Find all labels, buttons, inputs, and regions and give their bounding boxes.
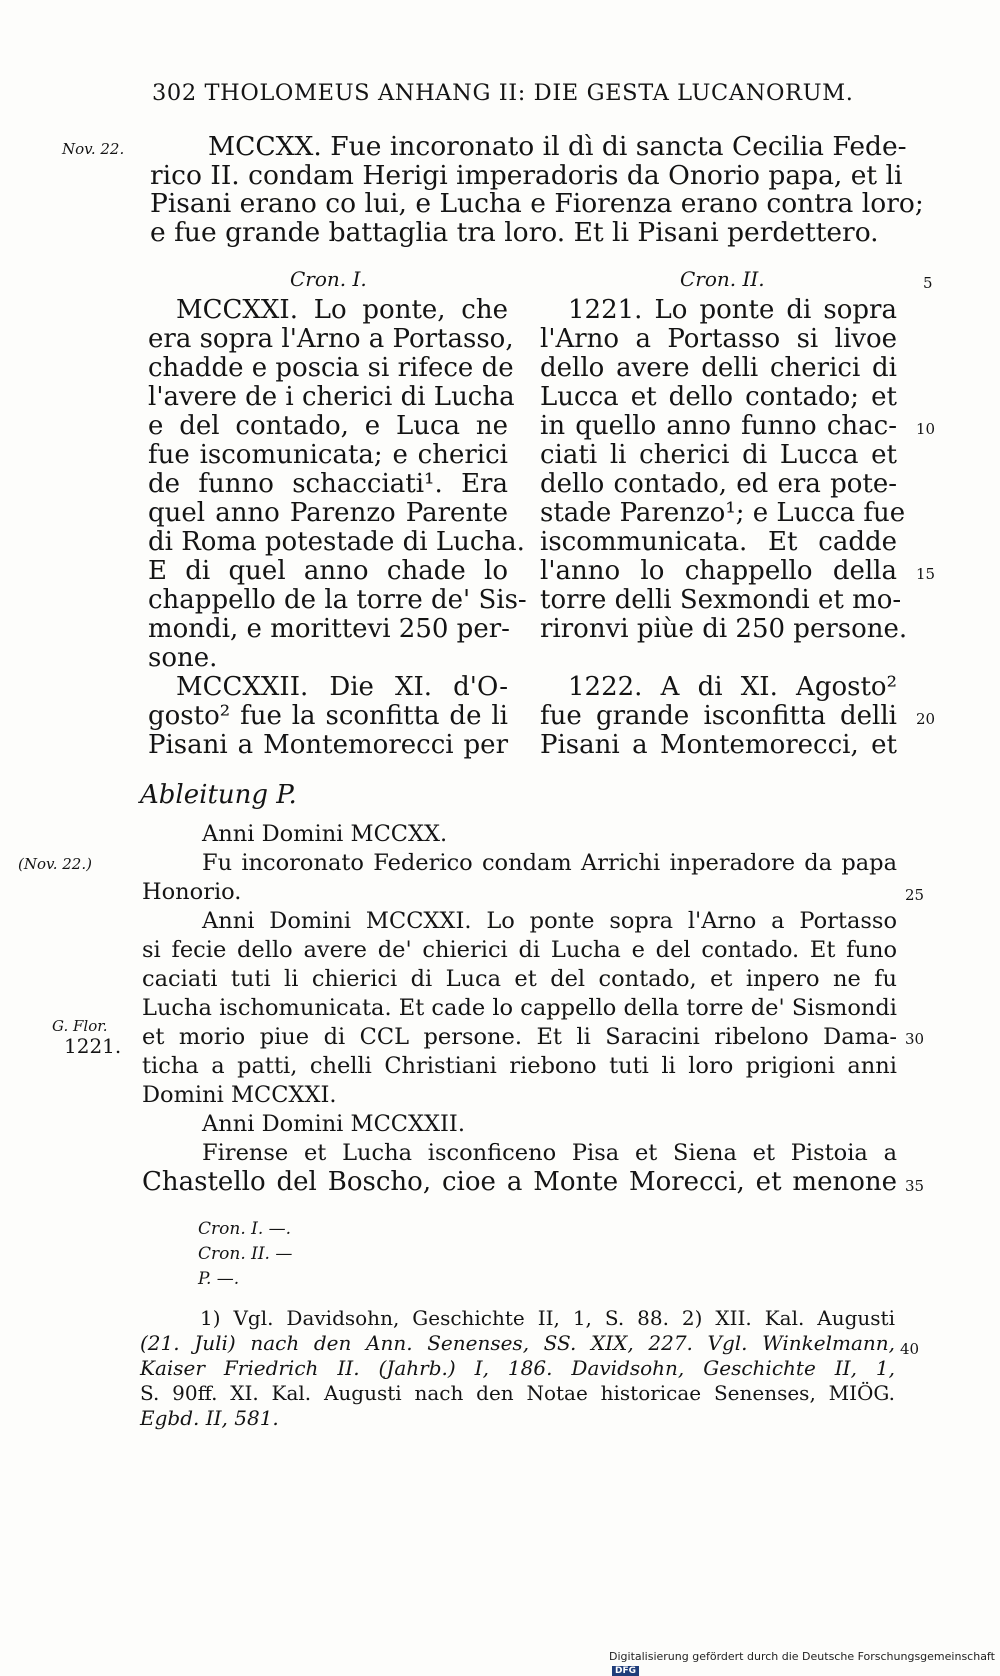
text-line: chadde e poscia si rifece de bbox=[148, 353, 514, 383]
text-line: Anni Domini MCCXXI. Lo ponte sopra l'Arno a Portasso bbox=[202, 908, 897, 934]
text-line: dello avere delli cherici di bbox=[540, 353, 897, 383]
footnotes bbox=[140, 1306, 895, 1431]
text-line: MCCXX. Fue incoronato il dì di sancta Cecilia Fede- bbox=[208, 131, 907, 162]
text-line: Pisani a Montemorecci per bbox=[148, 730, 508, 760]
margin-year-1221: 1221. bbox=[64, 1034, 122, 1058]
text-line: rico II. condam Herigi imperadoris da Onorio papa, et li bbox=[150, 159, 903, 191]
text-line: era sopra l'Arno a Portasso, bbox=[148, 324, 514, 354]
text-line: de funno schacciati¹. Era bbox=[148, 469, 508, 499]
sigla-line: Cron. I. —. bbox=[198, 1219, 292, 1239]
text-line: ticha a patti, chelli Christiani riebono tuti li loro prigioni anni bbox=[142, 1053, 897, 1079]
text-line: mondi, e morittevi 250 per- bbox=[148, 614, 510, 644]
text-line: Lucha ischomunicata. Et cade lo cappello della torre de' Sismondi bbox=[142, 995, 897, 1021]
sigla-line: Cron. II. — bbox=[198, 1244, 293, 1264]
text-line: Honorio. bbox=[142, 879, 242, 905]
sigla-line: P. —. bbox=[198, 1269, 240, 1289]
text-line: chappello de la torre de' Sis- bbox=[148, 585, 527, 615]
text-line: sone. bbox=[148, 643, 218, 673]
text-line: caciati tuti li chierici di Luca et del contado, et inpero ne fu bbox=[142, 966, 897, 992]
line-number: 35 bbox=[905, 1177, 925, 1195]
margin-date-nov22-paren: (Nov. 22.) bbox=[18, 855, 92, 873]
text-line: Anni Domini MCCXXII. bbox=[202, 1111, 465, 1137]
text-line: l'avere de i cherici di Lucha bbox=[148, 382, 515, 412]
line-number: 15 bbox=[916, 565, 936, 583]
text-line: Anni Domini MCCXX. bbox=[202, 821, 448, 847]
digitization-credit bbox=[609, 1650, 1000, 1676]
ableitung-p-text bbox=[142, 820, 897, 1197]
footnote-line: (21. Juli) nach den Ann. Senenses, SS. XIX, 227. Vgl. Winkelmann, bbox=[140, 1331, 895, 1355]
section-heading-ableitung: Ableitung P. bbox=[140, 780, 297, 810]
text-line: E di quel anno chade lo bbox=[148, 556, 508, 586]
text-line: di Roma potestade di Lucha. bbox=[148, 527, 525, 557]
text-line: ciati li cherici di Lucca et bbox=[540, 440, 897, 470]
text-line: Chastello del Boscho, cioe a Monte Morecci, et menone bbox=[142, 1167, 897, 1197]
credit-text: Digitalisierung gefördert durch die Deutsche Forschungsgemeinschaft bbox=[609, 1650, 995, 1663]
line-number: 5 bbox=[923, 274, 933, 292]
line-number: 10 bbox=[916, 420, 936, 438]
margin-gflor: G. Flor. bbox=[52, 1017, 108, 1035]
text-line: MCCXXII. Die XI. d'O- bbox=[176, 672, 508, 702]
text-line: in quello anno funno chac- bbox=[540, 411, 897, 441]
text-line: iscommunicata. Et cadde bbox=[540, 527, 897, 557]
text-line: 1221. Lo ponte di sopra bbox=[568, 295, 897, 325]
line-number: 25 bbox=[905, 886, 925, 904]
text-line: e fue grande battaglia tra loro. Et li Pisani perdettero. bbox=[150, 216, 879, 248]
text-line: Pisani erano co lui, e Lucha e Fiorenza erano contra loro; bbox=[150, 188, 924, 219]
text-line: Domini MCCXXI. bbox=[142, 1082, 337, 1108]
text-line: fue iscomunicata; e cherici bbox=[148, 440, 508, 470]
text-line: Firense et Lucha isconficeno Pisa et Siena et Pistoia a bbox=[202, 1140, 897, 1166]
text-line: Pisani a Montemorecci, et bbox=[540, 730, 897, 760]
text-line: MCCXXI. Lo ponte, che bbox=[176, 295, 508, 325]
text-line: et morio piue di CCL persone. Et li Saracini ribelono Dama- bbox=[142, 1024, 897, 1050]
footnote-line: 1) Vgl. Davidsohn, Geschichte II, 1, S. 88. 2) XII. Kal. Augusti bbox=[200, 1306, 895, 1330]
text-line: 1222. A di XI. Agosto² bbox=[568, 672, 897, 702]
text-line: gosto² fue la sconfitta de li bbox=[148, 701, 508, 731]
text-line: Lucca et dello contado; et bbox=[540, 382, 897, 412]
text-line: si fecie dello avere de' chierici di Lucha e del contado. Et funo bbox=[142, 937, 897, 963]
text-line: dello contado, ed era pote- bbox=[540, 469, 897, 499]
line-number: 20 bbox=[916, 710, 936, 728]
text-line: torre delli Sexmondi et mo- bbox=[540, 585, 902, 615]
text-line: rironvi piùe di 250 persone. bbox=[540, 614, 908, 644]
line-number: 30 bbox=[905, 1030, 925, 1048]
cron1-title: Cron. I. bbox=[290, 267, 367, 291]
spacer bbox=[540, 644, 897, 673]
cron2-title: Cron. II. bbox=[680, 267, 765, 291]
footnote-line: S. 90ff. XI. Kal. Augusti nach den Notae historicae Senenses, MIÖG. bbox=[140, 1381, 895, 1405]
text-line: stade Parenzo¹; e Lucca fue bbox=[540, 498, 906, 528]
margin-date-nov22: Nov. 22. bbox=[62, 140, 125, 158]
text-line: quel anno Parenzo Parente bbox=[148, 498, 508, 528]
dfg-logo: DFG bbox=[612, 1666, 639, 1676]
text-line: fue grande isconfitta delli bbox=[540, 701, 897, 731]
footnote-line: Kaiser Friedrich II. (Jahrb.) I, 186. Davidsohn, Geschichte II, 1, bbox=[140, 1356, 895, 1380]
intro-paragraph bbox=[150, 131, 924, 248]
text-line: l'anno lo chappello della bbox=[540, 556, 897, 586]
line-number: 40 bbox=[900, 1340, 920, 1358]
cron2-column bbox=[540, 295, 908, 760]
text-line: l'Arno a Portasso si livoe bbox=[540, 324, 897, 354]
sigla-list bbox=[198, 1217, 292, 1292]
text-line: e del contado, e Luca ne bbox=[148, 411, 508, 441]
running-header: 302 THOLOMEUS ANHANG II: DIE GESTA LUCANORUM. bbox=[152, 80, 854, 106]
cron1-column bbox=[148, 295, 527, 760]
footnote-line: Egbd. II, 581. bbox=[140, 1406, 279, 1430]
text-line: Fu incoronato Federico condam Arrichi inperadore da papa bbox=[202, 850, 897, 876]
